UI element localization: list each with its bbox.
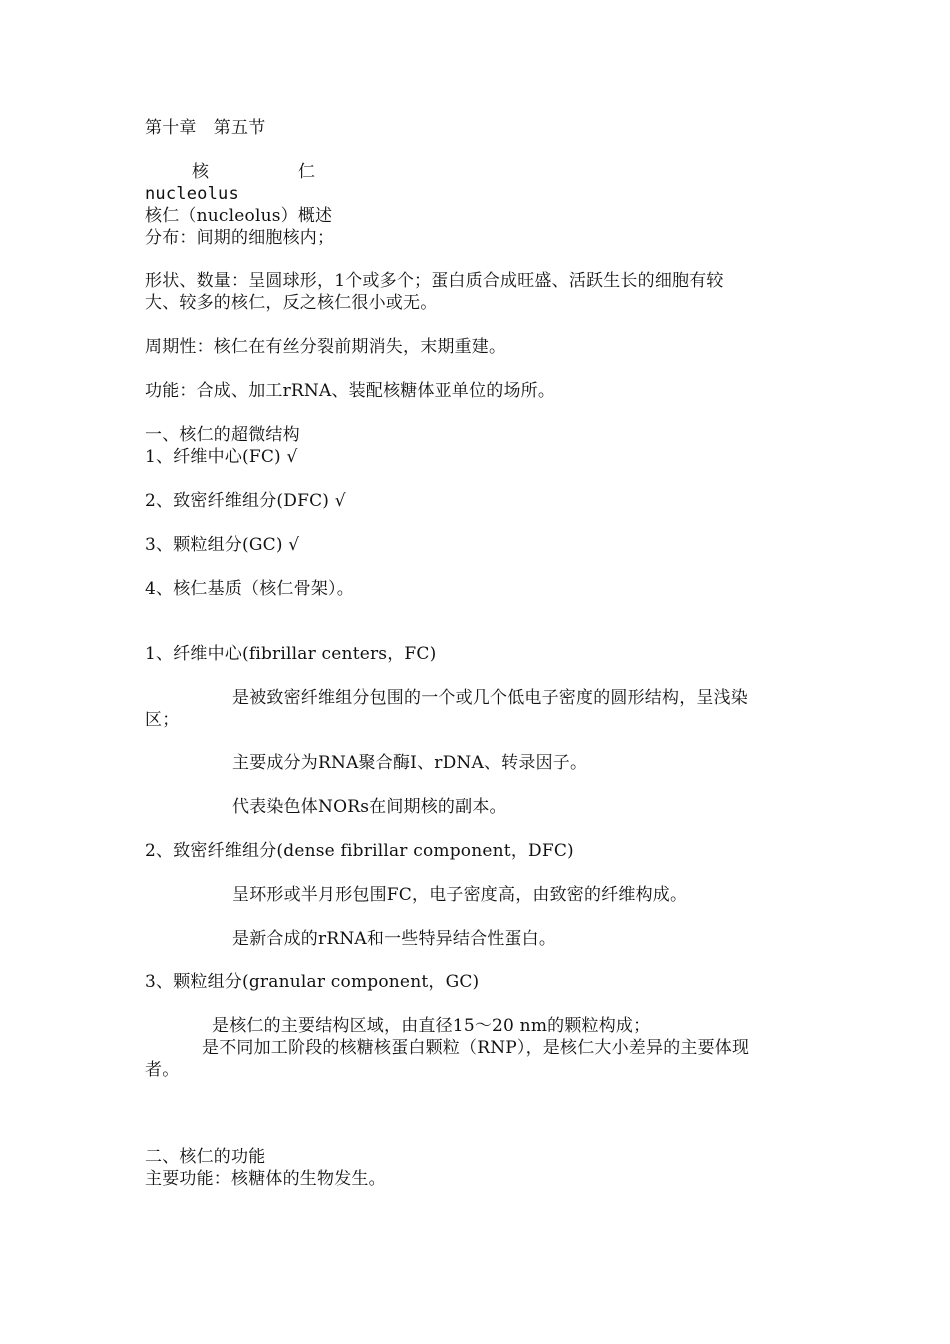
fc-composition: 主要成分为RNA聚合酶Ⅰ、rDNA、转录因子。: [232, 753, 588, 773]
title-char-1: 核: [192, 162, 210, 182]
overview-heading: 核仁（nucleolus）概述: [145, 206, 333, 226]
shape-text-line-1: 形状、数量：呈圆球形，1个或多个；蛋白质合成旺盛、活跃生长的细胞有较: [145, 271, 724, 291]
dfc-content: 是新合成的rRNA和一些特异结合性蛋白。: [232, 929, 557, 949]
main-function-text: 主要功能：核糖体的生物发生。: [145, 1169, 386, 1189]
periodicity-text: 周期性：核仁在有丝分裂前期消失，末期重建。: [145, 337, 507, 357]
structure-item: 2、致密纤维组分(DFC) √: [145, 491, 346, 511]
fc-description-line-1: 是被致密纤维组分包围的一个或几个低电子密度的圆形结构，呈浅染: [232, 688, 748, 708]
fc-heading: 1、纤维中心(fibrillar centers，FC): [145, 644, 437, 664]
function-text: 功能：合成、加工rRNA、装配核糖体亚单位的场所。: [145, 381, 556, 401]
fc-represent: 代表染色体NORs在间期核的副本。: [232, 797, 507, 817]
structure-item: 3、颗粒组分(GC) √: [145, 535, 300, 555]
gc-description: 是核仁的主要结构区域，由直径15～20 nm的颗粒构成；: [212, 1016, 651, 1036]
gc-heading: 3、颗粒组分(granular component，GC): [145, 972, 480, 992]
section1-heading: 一、核仁的超微结构: [145, 425, 300, 445]
structure-item: 4、核仁基质（核仁骨架）。: [145, 579, 354, 599]
section2-heading: 二、核仁的功能: [145, 1147, 266, 1167]
fc-description-line-2: 区；: [145, 710, 180, 730]
title-english: nucleolus: [145, 184, 239, 204]
dfc-description: 呈环形或半月形包围FC，电子密度高，由致密的纤维构成。: [232, 885, 688, 905]
distribution-text: 分布：间期的细胞核内；: [145, 228, 335, 248]
gc-rnp-line-2: 者。: [145, 1060, 180, 1080]
dfc-heading: 2、致密纤维组分(dense fibrillar component，DFC): [145, 841, 574, 861]
title-char-2: 仁: [298, 162, 316, 182]
gc-rnp-line-1: 是不同加工阶段的核糖核蛋白颗粒（RNP），是核仁大小差异的主要体现: [202, 1038, 750, 1058]
structure-item: 1、纤维中心(FC) √: [145, 447, 298, 467]
chapter-heading: 第十章 第五节: [145, 118, 266, 138]
shape-text-line-2: 大、较多的核仁，反之核仁很小或无。: [145, 293, 438, 313]
